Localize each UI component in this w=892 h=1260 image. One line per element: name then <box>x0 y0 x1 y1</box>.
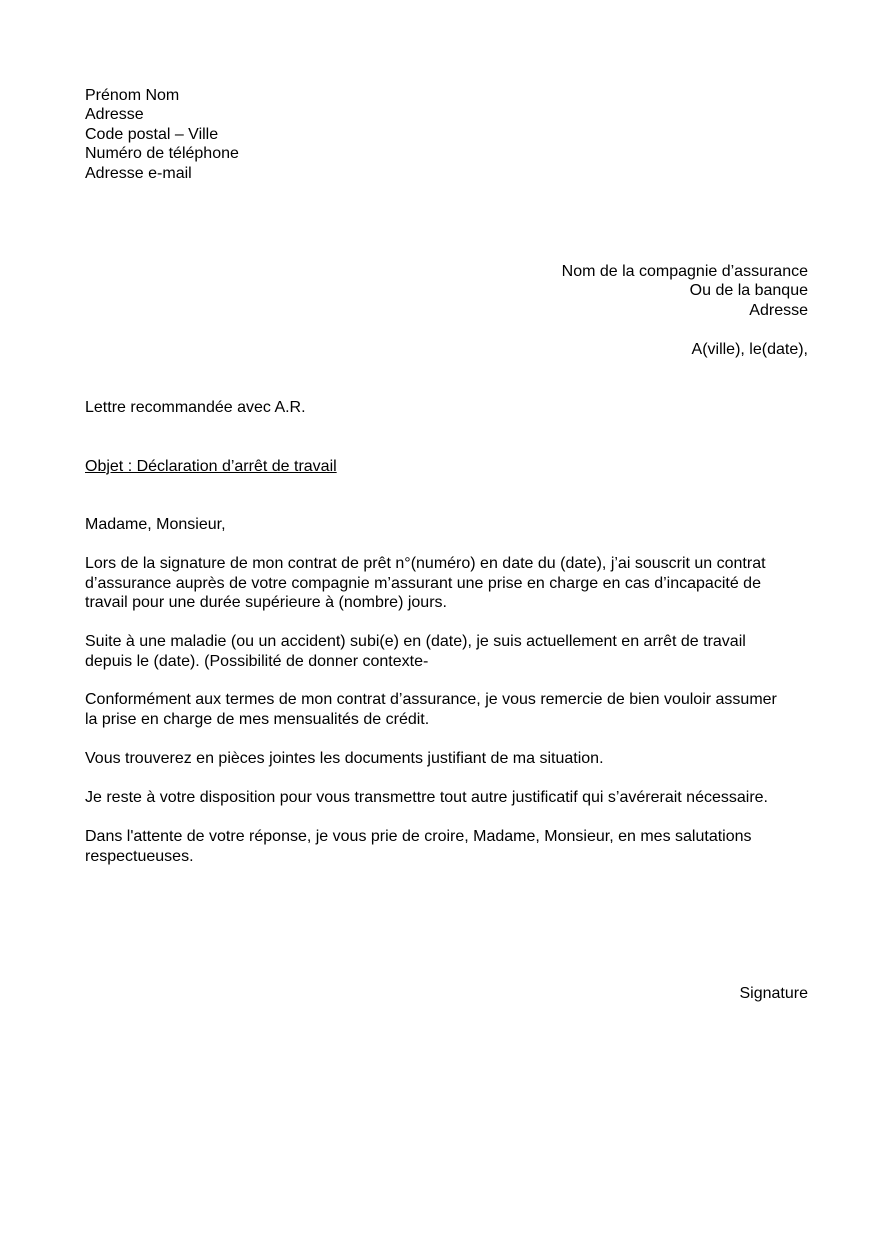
sender-name: Prénom Nom <box>85 87 180 104</box>
mail-type: Lettre recommandée avec A.R. <box>85 399 306 416</box>
paragraph-4 <box>85 749 810 769</box>
place-date: A(ville), le(date), <box>691 341 808 358</box>
subject-line: Objet : Déclaration d’arrêt de travail <box>85 458 337 475</box>
paragraph-line: Suite à une maladie (ou un accident) subi(e) en (date), je suis actuellement en arrêt de travail <box>85 633 746 650</box>
paragraph-line: Conformément aux termes de mon contrat d’assurance, je vous remercie de bien vouloir assumer <box>85 691 777 708</box>
recipient-company: Nom de la compagnie d’assurance <box>561 263 808 280</box>
sender-city: Code postal – Ville <box>85 126 219 143</box>
signature: Signature <box>739 985 808 1002</box>
paragraph-line: respectueuses. <box>85 847 194 865</box>
sender-email: Adresse e-mail <box>85 165 192 182</box>
paragraph-line: Lors de la signature de mon contrat de prêt n°(numéro) en date du (date), j’ai souscrit un contrat <box>85 555 766 572</box>
paragraph-line: la prise en charge de mes mensualités de crédit. <box>85 710 430 728</box>
paragraph-1 <box>85 554 810 613</box>
sender-phone: Numéro de téléphone <box>85 145 239 162</box>
paragraph-line: Dans l'attente de votre réponse, je vous prie de croire, Madame, Monsieur, en mes salutations <box>85 828 752 845</box>
sender-address: Adresse <box>85 106 144 123</box>
paragraph-line: Je reste à votre disposition pour vous transmettre tout autre justificatif qui s’avérerait nécessaire. <box>85 789 768 806</box>
paragraph-line: depuis le (date). (Possibilité de donner contexte- <box>85 652 429 670</box>
recipient-address: Adresse <box>749 302 808 319</box>
paragraph-6 <box>85 827 810 866</box>
paragraph-3 <box>85 690 810 729</box>
paragraph-line: travail pour une durée supérieure à (nombre) jours. <box>85 594 447 611</box>
recipient-alt: Ou de la banque <box>689 282 808 299</box>
paragraph-2 <box>85 632 810 671</box>
paragraph-5 <box>85 788 810 808</box>
paragraph-line: Vous trouverez en pièces jointes les documents justifiant de ma situation. <box>85 750 604 767</box>
paragraph-line: d’assurance auprès de votre compagnie m’assurant une prise en charge en cas d’incapacité de <box>85 574 761 592</box>
salutation: Madame, Monsieur, <box>85 516 226 533</box>
